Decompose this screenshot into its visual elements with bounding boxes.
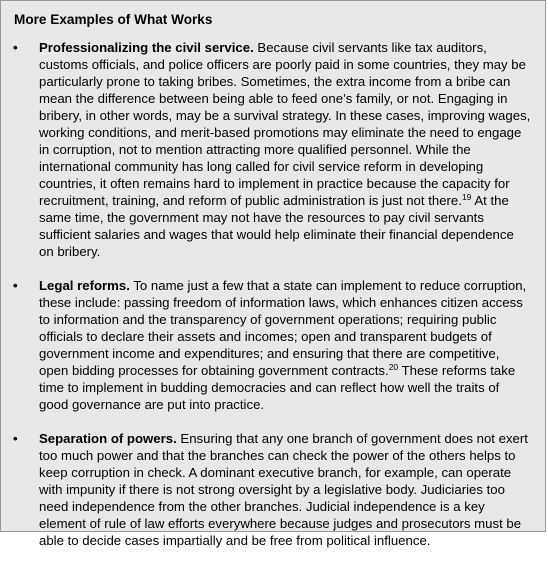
item-text: Ensuring that any one branch of government does not exert too much power and that the branches can check the power of the others helps to keep corruption in check. A dominant executive branch, for example, can operate with impunity if there is not strong oversight by a legislative body. Judiciaries too need independence from the other branches. Judicial independence is a key element of rule of law efforts everywhere because judges and prosecutors must be able to decide cases impartially and be free from political influence.: [39, 431, 528, 548]
item-text-continued: At the same time, the government may not have the resources to pay civil servants sufficient salaries and wages that would help eliminate their financial dependence on bribery.: [39, 193, 514, 259]
footnote-marker: 19: [461, 192, 472, 202]
bullet-icon: •: [13, 431, 18, 446]
bullet-icon: •: [13, 278, 18, 293]
bullet-icon: •: [13, 40, 18, 55]
item-text: To name just a few that a state can implement to reduce corruption, these include: passing freedom of information laws, which enhances citizen access to information and the transparency of government operations; requiring public officials to declare their assets and incomes; open and transparent budgets of government income and expenditures; and ensuring that there are competitive, open bidding processes for obtaining government contracts.: [39, 278, 527, 378]
examples-list: [1, 39, 531, 566]
item-term: Legal reforms.: [39, 278, 130, 293]
item-term: Separation of powers.: [39, 431, 177, 446]
footnote-marker: 20: [388, 362, 399, 372]
item-text-continued: These reforms take time to implement in budding democracies and can reflect how well the traits of good governance are put into practice.: [39, 363, 516, 412]
box-heading: More Examples of What Works: [14, 12, 213, 27]
item-term: Professionalizing the civil service.: [39, 40, 254, 55]
list-item-legal-reforms: [1, 277, 531, 413]
list-item-separation-of-powers: [1, 430, 531, 549]
list-item-civil-service: [1, 39, 531, 260]
item-text: Because civil servants like tax auditors, customs officials, and police officers are poorly paid in some countries, they may be particularly prone to taking bribes. Sometimes, the extra income from a bribe can mean the difference between being able to feed one’s family, or not. Engaging in bribery, in other words, may be a survival strategy. In these cases, improving wages, working conditions, and merit-based promotions may eliminate the need to engage in corruption, not to mention attracting more qualified personnel. While the international community has long called for civil service reform in developing countries, it often remains hard to implement in practice because the capacity for recruitment, training, and reform of public administration is just not there.: [39, 40, 531, 208]
